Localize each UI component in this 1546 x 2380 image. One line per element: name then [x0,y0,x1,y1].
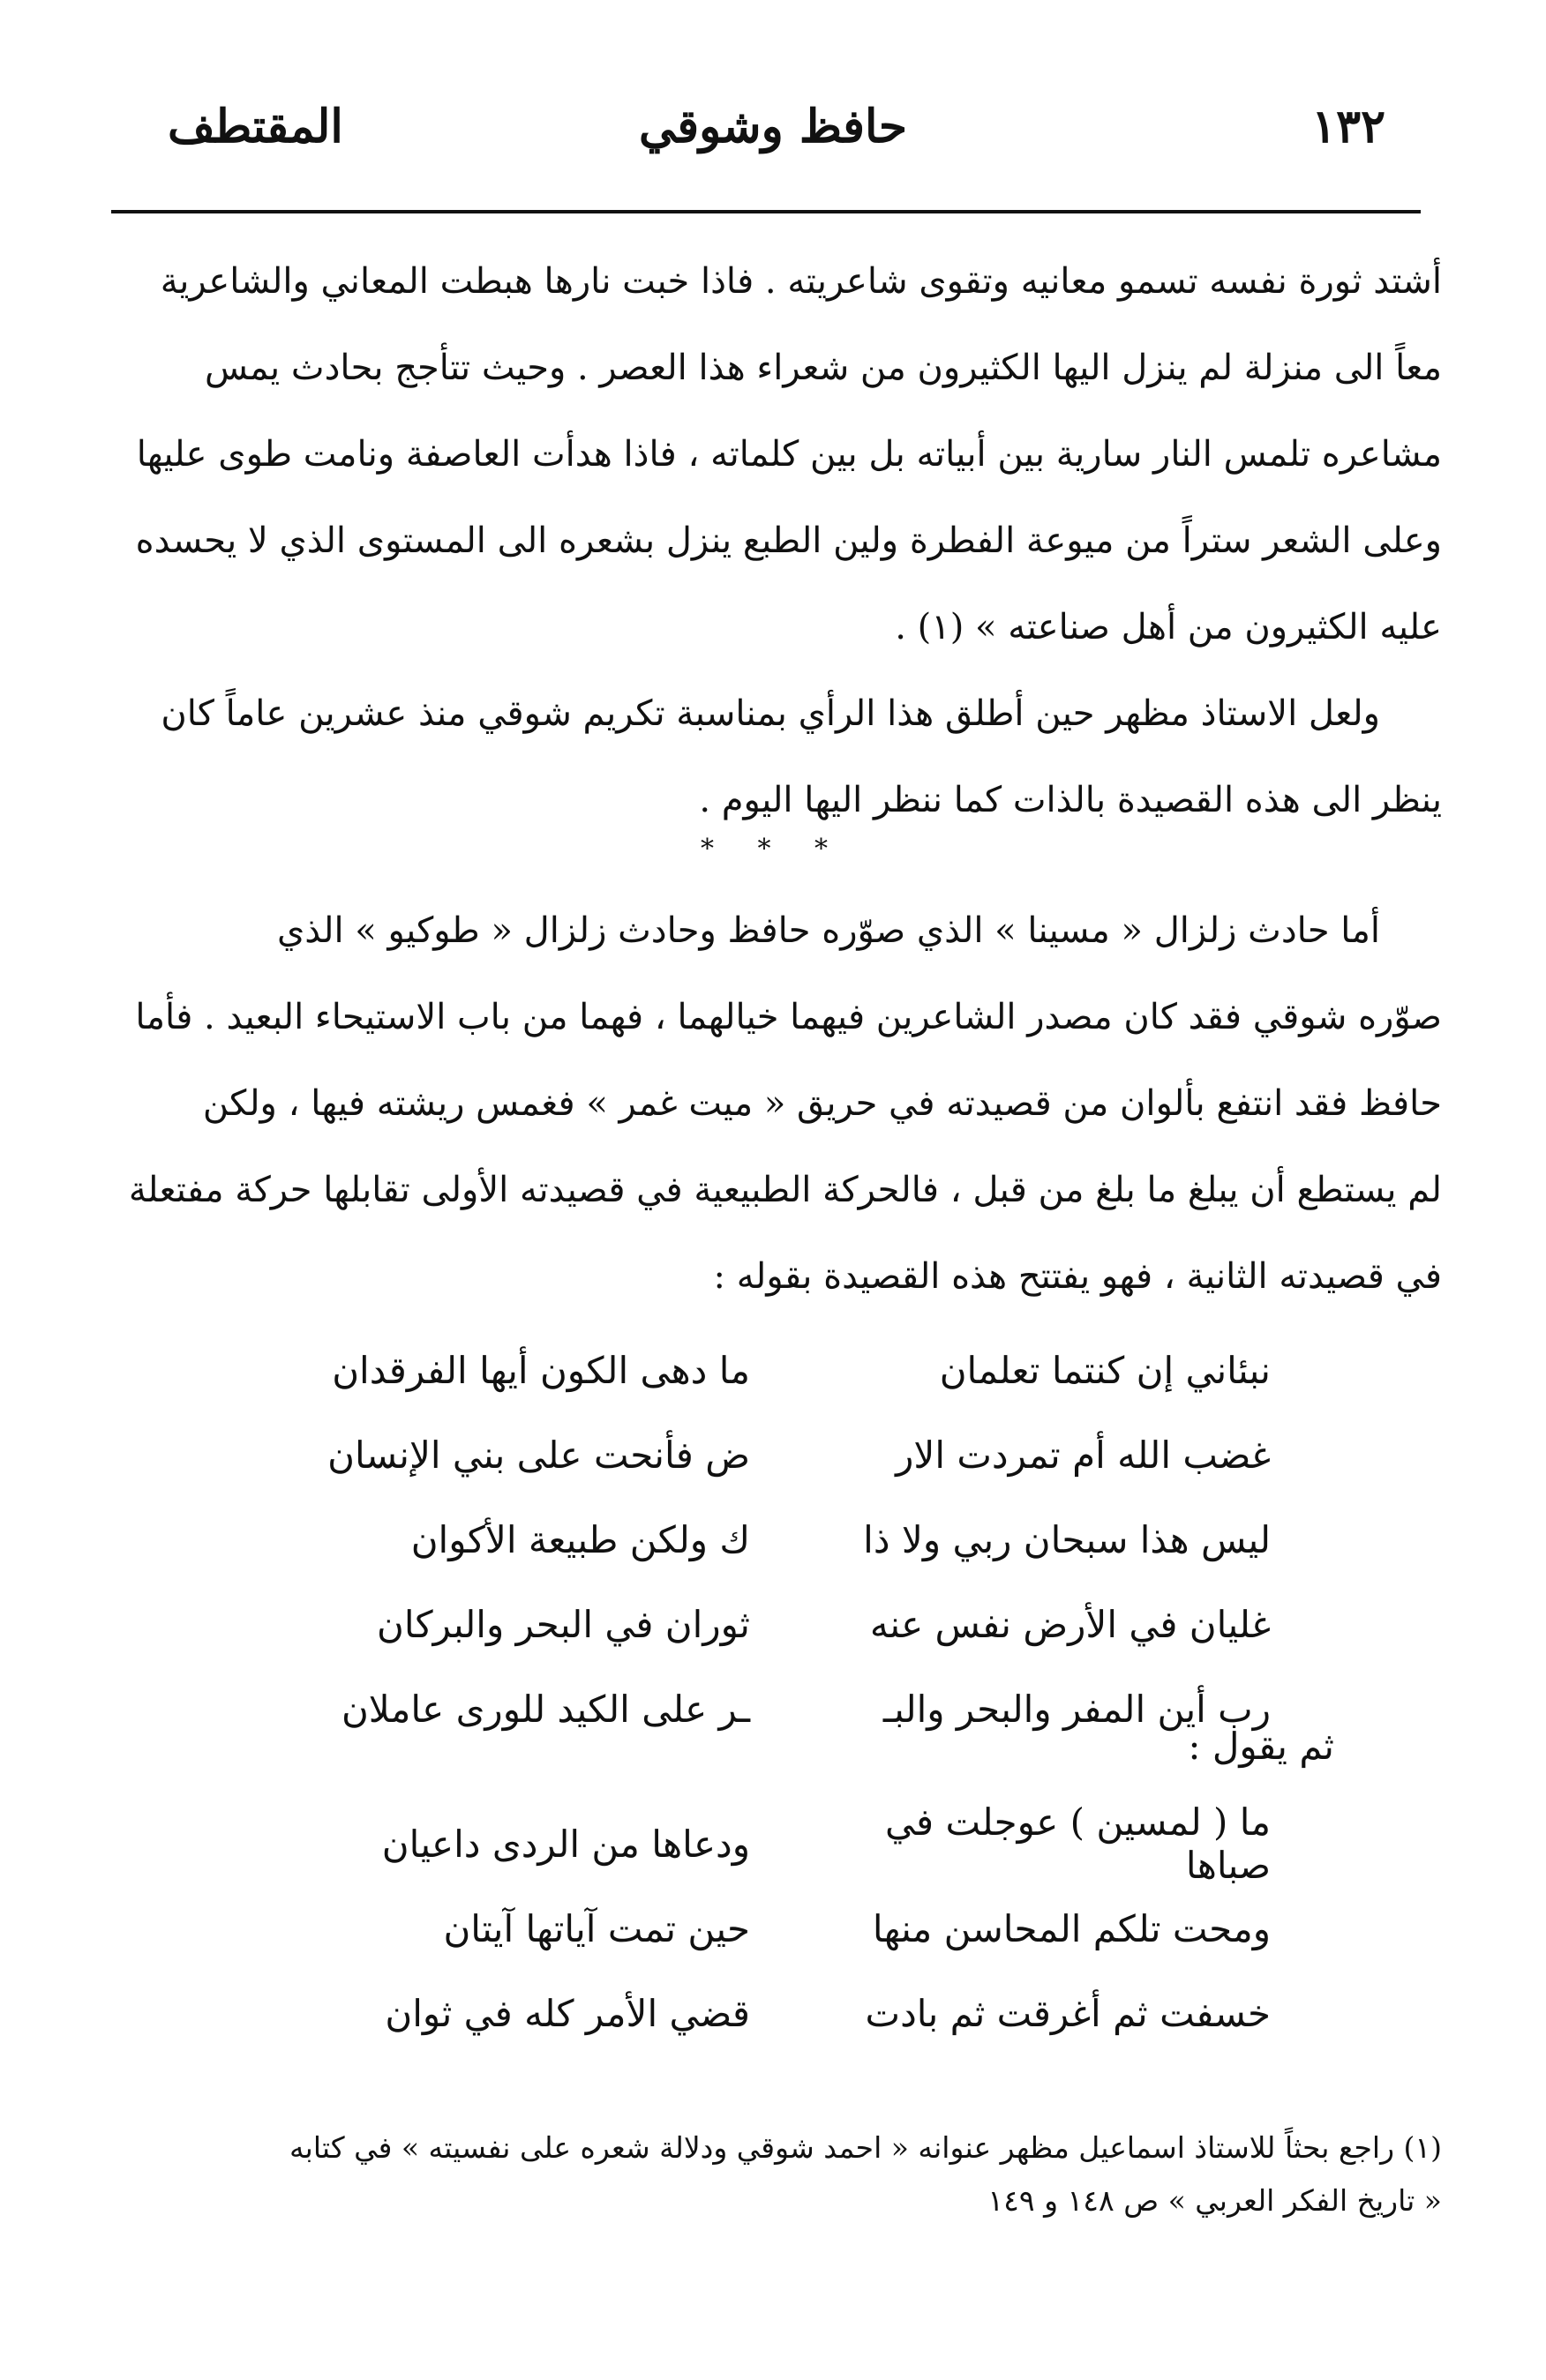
verse-second-half: ـر على الكيد للورى عاملان [341,1687,750,1731]
verse-line [256,1328,1271,1412]
verse-first-half: رب أين المفر والبحر والبـ [882,1687,1271,1731]
verse-first-half: نبئاني إن كنتما تعلمان [939,1348,1271,1392]
connector-text: ثم يقول : [1188,1725,1334,1768]
footnote [104,2122,1442,2227]
text-line: صوّره شوقي فقد كان مصدر الشاعرين فيهما خيالهما ، فهما من باب الاستيحاء البعيد . فأما [135,997,1442,1037]
verse-first-half: خسفت ثم أغرقت ثم بادت [865,1991,1271,2035]
text-line: عليه الكثيرون من أهل صناعته » (١) . [895,607,1442,647]
poem-excerpt-2 [256,1801,1271,2055]
text-line: في قصيدته الثانية ، فهو يفتتح هذه القصيدة بقوله : [713,1256,1442,1297]
paragraph-1 [104,238,1442,670]
text-line: أشتد ثورة نفسه تسمو معانيه وتقوى شاعريته . فاذا خبت نارها هبطت المعاني والشاعرية [160,261,1442,302]
text-line: لم يستطع أن يبلغ ما بلغ من قبل ، فالحركة الطبيعية في قصيدته الأولى تقابلها حركة مفتعلة [128,1170,1442,1210]
text-line: وعلى الشعر ستراً من ميوعة الفطرة ولين الطبع ينزل بشعره الى المستوى الذي لا يحسده [135,520,1442,561]
verse-line [256,1666,1271,1751]
verse-first-half: غليان في الأرض نفس عنه [869,1602,1271,1646]
verse-second-half: قضي الأمر كله في ثوان [385,1991,750,2035]
header-rule [111,210,1421,213]
verse-second-half: ك ولكن طبيعة الأكوان [410,1517,750,1561]
verse-first-half: ما ( لمسين ) عوجلت في صباها [885,1800,1271,1887]
verse-line [256,1412,1271,1497]
running-title: حافظ وشوقي [638,100,908,153]
verse-second-half: ض فأنحت على بني الإنسان [327,1433,750,1477]
verse-first-half: غضب الله أم تمردت الار [896,1433,1271,1477]
text-line: معاً الى منزلة لم ينزل اليها الكثيرون من شعراء هذا العصر . وحيث تتأجج بحادث يمس [204,348,1442,388]
text-line: حافظ فقد انتفع بألوان من قصيدته في حريق « ميت غمر » فغمس ريشته فيها ، ولكن [202,1083,1442,1124]
paragraph-2 [104,670,1442,843]
journal-name: المقتطف [168,100,343,153]
verse-line [256,1582,1271,1666]
verse-second-half: ثوران في البحر والبركان [377,1602,750,1646]
verse-line [256,1886,1271,1971]
page-number: ١٣٢ [1311,100,1385,153]
poem-excerpt-1 [256,1328,1271,1751]
text-line: ينظر الى هذه القصيدة بالذات كما ننظر اليها اليوم . [699,780,1442,820]
verse-second-half: ما دهى الكون أيها الفرقدان [332,1348,750,1392]
footnote-line: (١) راجع بحثاً للاستاذ اسماعيل مظهر عنوانه « احمد شوقي ودلالة شعره على نفسيته » في كتابه [289,2130,1442,2165]
footnote-line: « تاريخ الفكر العربي » ص ١٤٨ و ١٤٩ [987,2183,1442,2218]
section-separator: * * * [700,834,846,864]
verse-line [256,1497,1271,1582]
verse-line [256,1971,1271,2055]
text-line: أما حادث زلزال « مسينا » الذي صوّره حافظ وحادث زلزال « طوكيو » الذي [276,910,1380,951]
text-line: مشاعره تلمس النار سارية بين أبياته بل بين كلماته ، فاذا هدأت العاصفة ونامت طوى عليها [136,434,1442,475]
verse-line [256,1801,1271,1886]
paragraph-3 [104,887,1442,1320]
verse-second-half: ودعاها من الردى داعيان [381,1822,750,1866]
verse-second-half: حين تمت آياتها آيتان [443,1906,750,1950]
verse-first-half: ليس هذا سبحان ربي ولا ذا [863,1517,1271,1561]
verse-first-half: ومحت تلكم المحاسن منها [872,1906,1271,1950]
text-line: ولعل الاستاذ مظهر حين أطلق هذا الرأي بمناسبة تكريم شوقي منذ عشرين عاماً كان [161,693,1380,734]
